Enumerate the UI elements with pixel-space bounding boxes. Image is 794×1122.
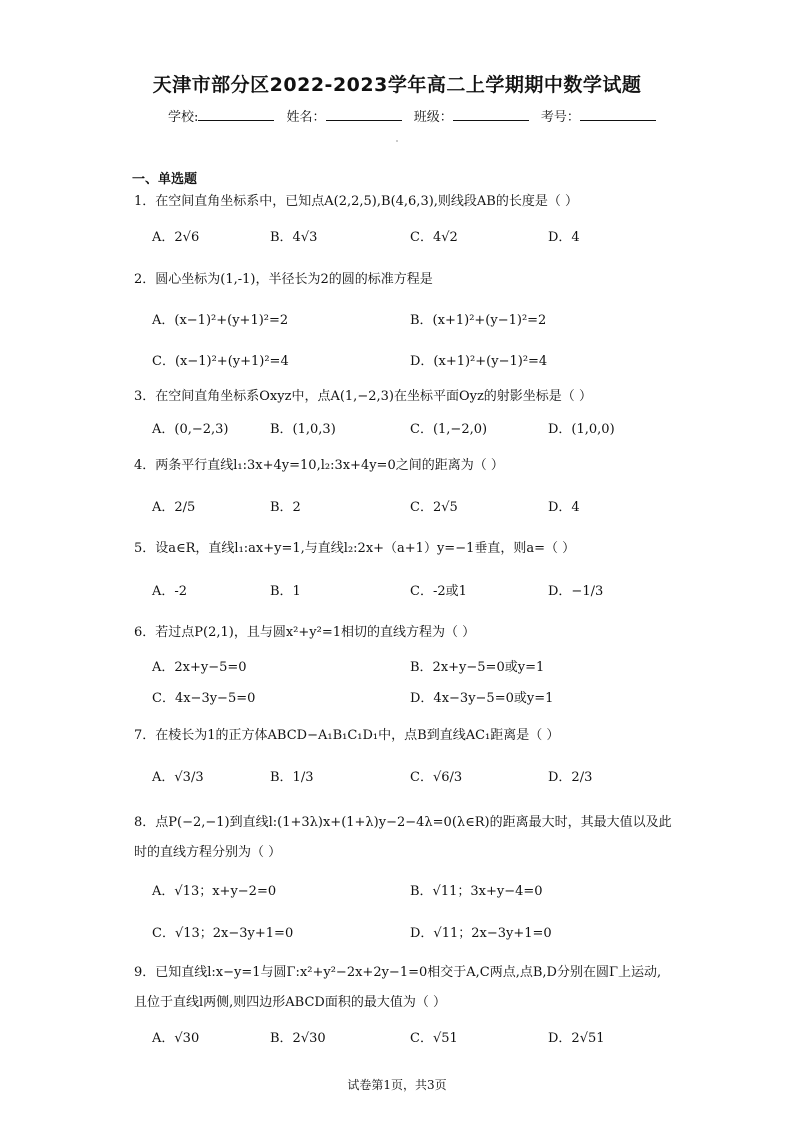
option-b[interactable]: B．1/3 [270,770,314,785]
option-c[interactable]: C．√6/3 [410,770,463,785]
option-c[interactable]: C．(x−1)²+(y+1)²=4 [152,354,289,369]
question-9: 9．已知直线l:x−y=1与圆Γ:x²+y²−2x+2y−1=0相交于A,C两点,点B,D分别在圆Γ上运动,且位于直线l两侧,则四边形ABCD面积的最大值为（ ） [134,965,662,1010]
question-2-options-row2 [152,348,672,376]
question-6-options-row2 [152,685,672,713]
option-d[interactable]: D．4 [548,500,580,515]
option-a[interactable]: A．-2 [152,584,188,599]
page-footer: 试卷第1页，共3页 [347,1078,447,1092]
option-c[interactable]: C．√51 [410,1031,458,1046]
decorative-dot [396,140,398,142]
option-d[interactable]: D．2√51 [548,1031,605,1046]
option-d[interactable]: D．−1/3 [548,584,604,599]
question-5: 5．设a∈R，直线l₁:ax+y=1,与直线l₂:2x+（a+1）y=−1垂直，则a=（ ） [134,541,576,556]
option-b[interactable]: B．4√3 [270,230,318,245]
option-b[interactable]: B．2 [270,500,301,515]
question-4-options [152,494,672,522]
school-blank[interactable] [198,108,274,121]
student-info-line [168,106,664,125]
question-6: 6．若过点P(2,1)，且与圆x²+y²=1相切的直线方程为（ ） [134,625,476,640]
option-d[interactable]: D．(1,0,0) [548,422,615,437]
class-label: 班级： [413,110,453,125]
option-b[interactable]: B．1 [270,584,301,599]
option-b[interactable]: B．(1,0,3) [270,422,336,437]
option-d[interactable]: D．4x−3y−5=0或y=1 [410,691,554,706]
question-1: 1．在空间直角坐标系中，已知点A(2,2,5),B(4,6,3),则线段AB的长度是（ ） [134,194,578,209]
page-title: 天津市部分区2022-2023学年高二上学期期中数学试题 [152,74,642,96]
school-label: 学校: [168,110,199,125]
question-7-options [152,764,672,792]
name-label: 姓名： [286,110,326,125]
question-6-options-row1 [152,654,672,682]
question-4: 4．两条平行直线l₁:3x+4y=10,l₂:3x+4y=0之间的距离为（ ） [134,458,504,473]
option-d[interactable]: D．4 [548,230,580,245]
question-1-options [152,224,672,252]
class-blank[interactable] [453,108,529,121]
exam-no-label: 考号： [540,110,580,125]
option-a[interactable]: A．√13；x+y−2=0 [152,884,277,899]
option-a[interactable]: A．(x−1)²+(y+1)²=2 [152,313,289,328]
question-3-options [152,416,672,444]
option-d[interactable]: D．√11；2x−3y+1=0 [410,926,552,941]
option-c[interactable]: C．4√2 [410,230,458,245]
option-c[interactable]: C．-2或1 [410,584,467,599]
option-a[interactable]: A．√30 [152,1031,200,1046]
option-a[interactable]: A．(0,−2,3) [152,422,229,437]
option-c[interactable]: C．2√5 [410,500,458,515]
option-b[interactable]: B．(x+1)²+(y−1)²=2 [410,313,547,328]
question-3: 3．在空间直角坐标系Oxyz中，点A(1,−2,3)在坐标平面Oyz的射影坐标是（ ） [134,389,592,404]
question-8-options-row1 [152,878,672,906]
option-d[interactable]: D．2/3 [548,770,593,785]
option-d[interactable]: D．(x+1)²+(y−1)²=4 [410,354,548,369]
option-a[interactable]: A．2/5 [152,500,196,515]
question-2-options-row1 [152,307,672,335]
exam-no-blank[interactable] [580,108,656,121]
question-8-options-row2 [152,920,672,948]
option-b[interactable]: B．√11；3x+y−4=0 [410,884,543,899]
question-8: 8．点P(−2,−1)到直线l:(1+3λ)x+(1+λ)y−2−4λ=0(λ∈R)的距离最大时，其最大值以及此时的直线方程分别为（ ） [134,815,672,860]
option-c[interactable]: C．√13；2x−3y+1=0 [152,926,294,941]
question-5-options [152,578,672,606]
option-c[interactable]: C．(1,−2,0) [410,422,488,437]
name-blank[interactable] [326,108,402,121]
question-9-options [152,1025,672,1053]
option-b[interactable]: B．2x+y−5=0或y=1 [410,660,545,675]
option-a[interactable]: A．√3/3 [152,770,204,785]
question-7: 7．在棱长为1的正方体ABCD−A₁B₁C₁D₁中，点B到直线AC₁距离是（ ） [134,728,560,743]
option-c[interactable]: C．4x−3y−5=0 [152,691,256,706]
question-2: 2．圆心坐标为(1,-1)，半径长为2的圆的标准方程是 [134,272,433,287]
option-a[interactable]: A．2x+y−5=0 [152,660,247,675]
section-title: 一、单选题 [132,172,198,187]
option-b[interactable]: B．2√30 [270,1031,326,1046]
option-a[interactable]: A．2√6 [152,230,200,245]
